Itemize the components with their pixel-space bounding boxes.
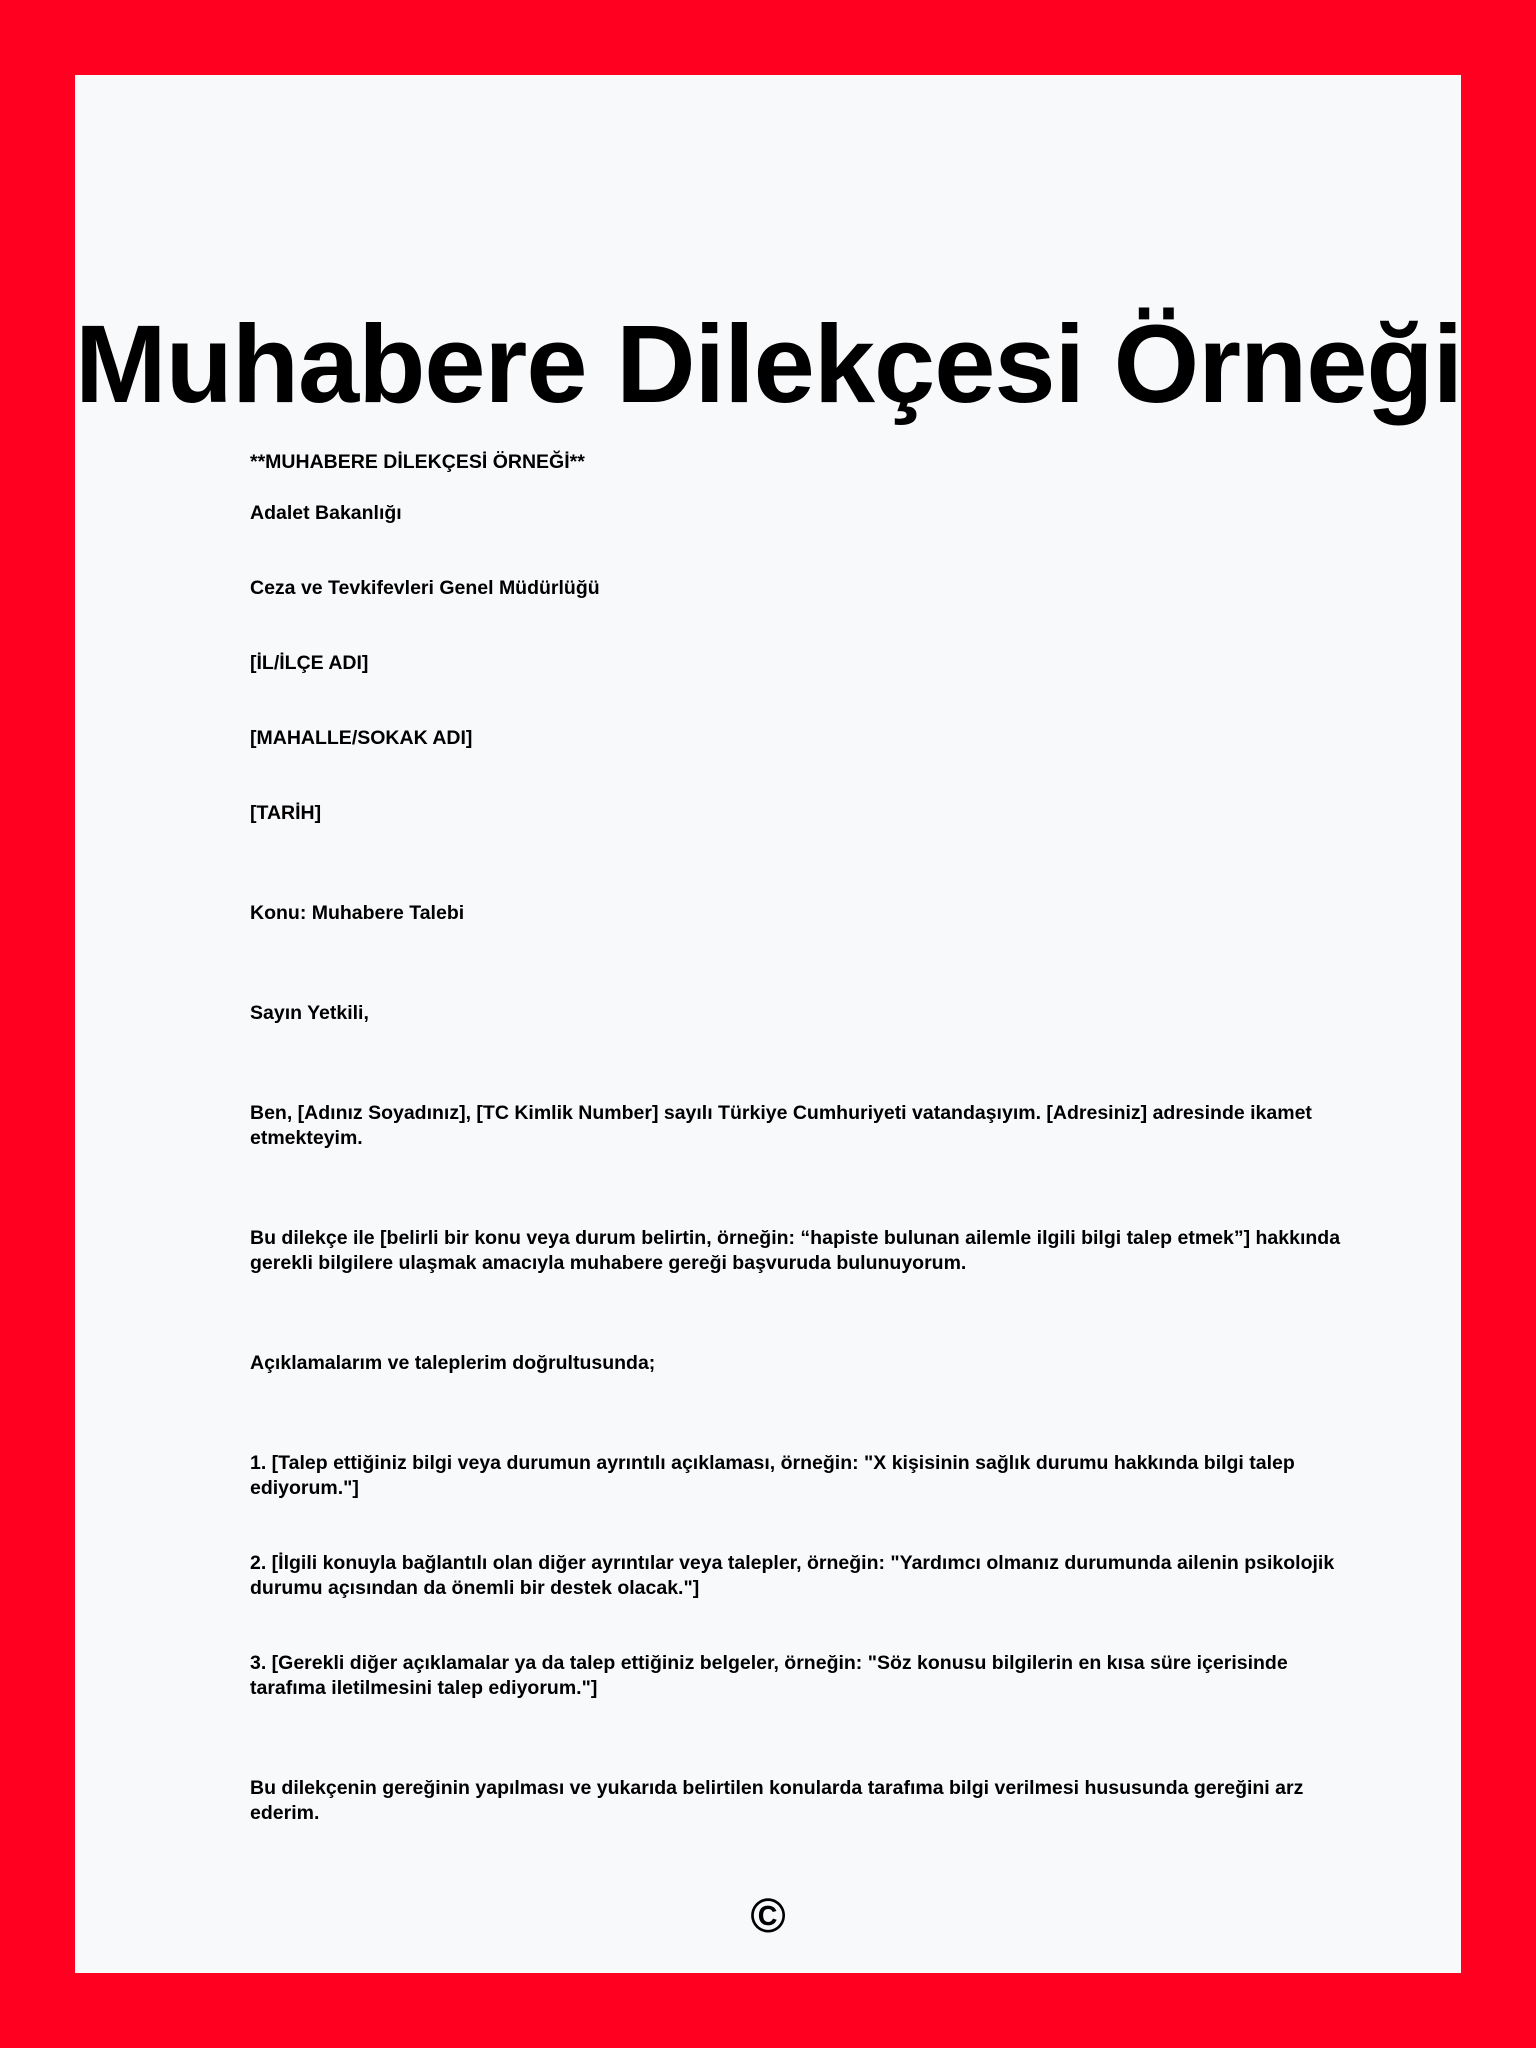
salutation: Sayın Yetkili,	[250, 1002, 369, 1024]
request-item: 3. [Gerekli diğer açıklamalar ya da talep ettiğiniz belgeler, örneğin: "Söz konusu bilgilerin en kısa süre içerisinde tarafıma iletilmesini talep ediyorum."]	[250, 1652, 1288, 1699]
body-paragraph: Ben, [Adınız Soyadınız], [TC Kimlik Number] sayılı Türkiye Cumhuriyeti vatandaşıyım. [Adresiniz] adresinde ikamet etmekteyim.	[250, 1102, 1312, 1149]
document-page	[75, 75, 1461, 1973]
body-paragraph: Açıklamalarım ve taleplerim doğrultusunda;	[250, 1352, 656, 1374]
request-item: 2. [İlgili konuyla bağlantılı olan diğer ayrıntılar veya talepler, örneğin: "Yardımcı olmanız durumunda ailenin psikolojik durumu açısından da önemli bir destek olacak."]	[250, 1552, 1335, 1599]
recipient-line: Adalet Bakanlığı	[250, 502, 402, 524]
document-title: Muhabere Dilekçesi Örneği	[75, 303, 1463, 426]
body-paragraph: Bu dilekçe ile [belirli bir konu veya durum belirtin, örneğin: “hapiste bulunan ailemle ilgili bilgi talep etmek”] hakkında gerekli bilgilere ulaşmak amacıyla muhabere gereği başvuruda bulunuyorum.	[250, 1227, 1341, 1274]
closing-paragraph: Bu dilekçenin gereğinin yapılması ve yukarıda belirtilen konularda tarafıma bilgi verilmesi hususunda gereğini arz ederim.	[250, 1777, 1304, 1824]
document-heading: **MUHABERE DİLEKÇESİ ÖRNEĞİ**	[250, 451, 585, 473]
date-line: [TARİH]	[250, 802, 322, 824]
request-item: 1. [Talep ettiğiniz bilgi veya durumun ayrıntılı açıklaması, örneğin: "X kişisinin sağlık durumu hakkında bilgi talep ediyorum."]	[250, 1452, 1295, 1499]
recipient-line: [MAHALLE/SOKAK ADI]	[250, 727, 473, 749]
subject-line: Konu: Muhabere Talebi	[250, 902, 465, 924]
copyright-icon: ©	[750, 1890, 786, 1943]
recipient-line: [İL/İLÇE ADI]	[250, 652, 369, 674]
recipient-line: Ceza ve Tevkifevleri Genel Müdürlüğü	[250, 577, 600, 599]
